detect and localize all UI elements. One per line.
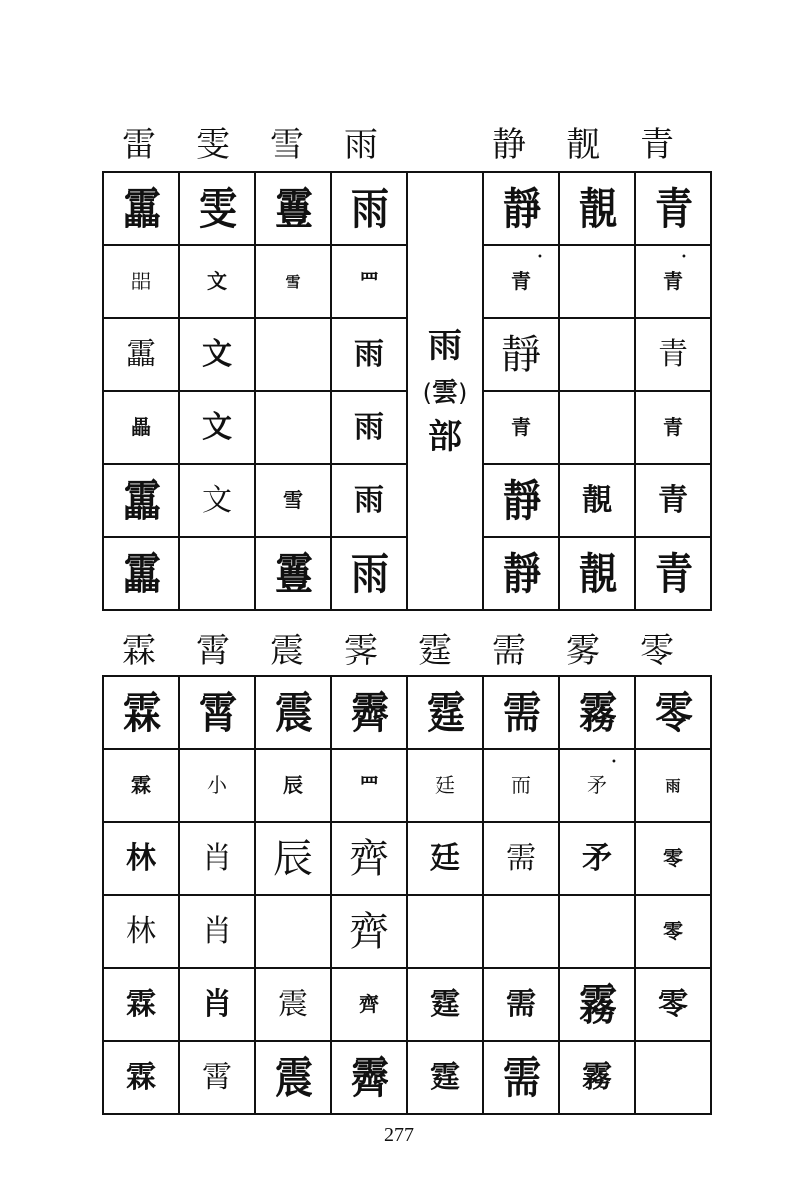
- glyph-cell: 肖: [179, 968, 255, 1041]
- header-char: 靓: [566, 125, 600, 165]
- header-char: 青: [640, 125, 674, 165]
- glyph-cell: 畾: [103, 391, 179, 464]
- marker-dot: •: [681, 252, 687, 263]
- glyph-cell: 罒: [331, 749, 407, 822]
- top-header-row: [102, 120, 694, 170]
- glyph-cell: [635, 1041, 711, 1114]
- glyph-cell: 霻: [255, 172, 331, 245]
- table-row: [103, 749, 711, 822]
- glyph-cell: 青: [635, 391, 711, 464]
- glyph-cell: 震: [255, 1041, 331, 1114]
- table-row: [103, 822, 711, 895]
- glyph-cell: 零: [635, 895, 711, 968]
- glyph-cell: 霧: [559, 1041, 635, 1114]
- glyph-cell: 青: [635, 537, 711, 610]
- glyph-cell: [559, 895, 635, 968]
- glyph-cell: 霖: [103, 1041, 179, 1114]
- header-char: 雨: [344, 125, 378, 165]
- glyph-cell: 需: [483, 1041, 559, 1114]
- glyph-cell: 霆: [407, 1041, 483, 1114]
- table-row: [103, 172, 711, 245]
- radical-char: 雨: [428, 325, 462, 366]
- glyph-cell: 小: [179, 749, 255, 822]
- glyph-cell: 霄: [179, 1041, 255, 1114]
- glyph-cell: 肖: [179, 822, 255, 895]
- glyph-cell: 罒: [331, 245, 407, 318]
- marker-dot: •: [537, 252, 543, 263]
- glyph-cell: 靚: [559, 172, 635, 245]
- radical-paren-char: 雲: [431, 377, 458, 408]
- top-glyph-table: [102, 171, 712, 611]
- glyph-cell: 靁: [103, 172, 179, 245]
- glyph-cell: 文: [179, 391, 255, 464]
- glyph-cell: 雨: [331, 537, 407, 610]
- glyph-cell: 靜: [483, 537, 559, 610]
- glyph-cell: 文: [179, 245, 255, 318]
- glyph-cell: 需: [483, 968, 559, 1041]
- glyph-cell: 靁: [103, 464, 179, 537]
- glyph-cell: 雨: [331, 391, 407, 464]
- glyph-cell: 青: [635, 245, 711, 318]
- header-char: 需: [492, 631, 526, 671]
- glyph-cell: 而: [483, 749, 559, 822]
- header-char: 雪: [270, 125, 304, 165]
- glyph-cell: 雨: [331, 318, 407, 391]
- glyph-cell: [255, 318, 331, 391]
- glyph-cell: 震: [255, 968, 331, 1041]
- glyph-cell: 雨: [331, 172, 407, 245]
- glyph-cell: 矛: [559, 749, 635, 822]
- glyph-cell: 靚: [559, 537, 635, 610]
- glyph-cell: 矛: [559, 822, 635, 895]
- glyph-cell: 林: [103, 895, 179, 968]
- glyph-cell: [407, 895, 483, 968]
- glyph-cell: 雨: [331, 464, 407, 537]
- glyph-cell: 需: [483, 822, 559, 895]
- glyph-cell: 雪: [255, 464, 331, 537]
- glyph-cell: [559, 245, 635, 318]
- glyph-cell: 霄: [179, 676, 255, 749]
- glyph-cell: 辰: [255, 822, 331, 895]
- glyph-cell: 霖: [103, 676, 179, 749]
- header-char: 霆: [418, 631, 452, 671]
- glyph-cell: 青: [635, 172, 711, 245]
- header-char: 静: [492, 125, 526, 165]
- glyph-cell: 震: [255, 676, 331, 749]
- header-char: 霄: [196, 631, 230, 671]
- glyph-cell: 霖: [103, 749, 179, 822]
- glyph-cell: 青: [635, 464, 711, 537]
- glyph-cell: [255, 895, 331, 968]
- header-char: 雯: [196, 125, 230, 165]
- glyph-cell: 辰: [255, 749, 331, 822]
- glyph-cell: [255, 391, 331, 464]
- table-row: [103, 1041, 711, 1114]
- glyph-cell: 霖: [103, 968, 179, 1041]
- glyph-cell: 靁: [103, 537, 179, 610]
- glyph-cell: 雯: [179, 172, 255, 245]
- glyph-cell: 霽: [331, 676, 407, 749]
- marker-dot: •: [611, 757, 617, 768]
- glyph-cell: 零: [635, 822, 711, 895]
- glyph-cell: [559, 318, 635, 391]
- glyph-cell: [179, 537, 255, 610]
- glyph-cell: 青: [635, 318, 711, 391]
- glyph-cell: 齊: [331, 822, 407, 895]
- glyph-cell: 靜: [483, 318, 559, 391]
- glyph-cell: 廷: [407, 822, 483, 895]
- glyph-cell: 靚: [559, 464, 635, 537]
- glyph-cell: 文: [179, 318, 255, 391]
- glyph-cell: 靜: [483, 172, 559, 245]
- radical-label-cell: 雨 (雲) 部: [407, 172, 483, 610]
- glyph-cell: 齊: [331, 895, 407, 968]
- glyph-cell: 文: [179, 464, 255, 537]
- glyph-cell: 需: [483, 676, 559, 749]
- header-char: 雾: [566, 631, 600, 671]
- header-char: 零: [640, 631, 674, 671]
- glyph-cell: 霽: [331, 1041, 407, 1114]
- glyph-cell: 廷: [407, 749, 483, 822]
- glyph-cell: 靜: [483, 464, 559, 537]
- glyph-cell: 青: [483, 391, 559, 464]
- glyph-cell: 零: [635, 676, 711, 749]
- table-row: [103, 968, 711, 1041]
- header-char: 霖: [122, 631, 156, 671]
- glyph-cell: 雪: [255, 245, 331, 318]
- glyph-cell: [559, 391, 635, 464]
- glyph-cell: 肖: [179, 895, 255, 968]
- radical-suffix: 部: [428, 416, 462, 457]
- glyph-cell: 霆: [407, 968, 483, 1041]
- header-char: 霁: [344, 631, 378, 671]
- header-char: 雷: [122, 125, 156, 165]
- glyph-cell: 霻: [255, 537, 331, 610]
- glyph-cell: 零: [635, 968, 711, 1041]
- table-row: [103, 895, 711, 968]
- glyph-cell: 齊: [331, 968, 407, 1041]
- glyph-cell: 青: [483, 245, 559, 318]
- glyph-cell: 靁: [103, 318, 179, 391]
- glyph-cell: [483, 895, 559, 968]
- glyph-cell: 霆: [407, 676, 483, 749]
- page-number: 277: [384, 1124, 414, 1146]
- glyph-cell: 雨: [635, 749, 711, 822]
- table-row: [103, 676, 711, 749]
- glyph-cell: 霧: [559, 676, 635, 749]
- glyph-cell: 霧: [559, 968, 635, 1041]
- bottom-header-row: [102, 626, 694, 676]
- glyph-cell: 林: [103, 822, 179, 895]
- bottom-glyph-table: [102, 675, 712, 1115]
- glyph-cell: 㗊: [103, 245, 179, 318]
- header-char: 震: [270, 631, 304, 671]
